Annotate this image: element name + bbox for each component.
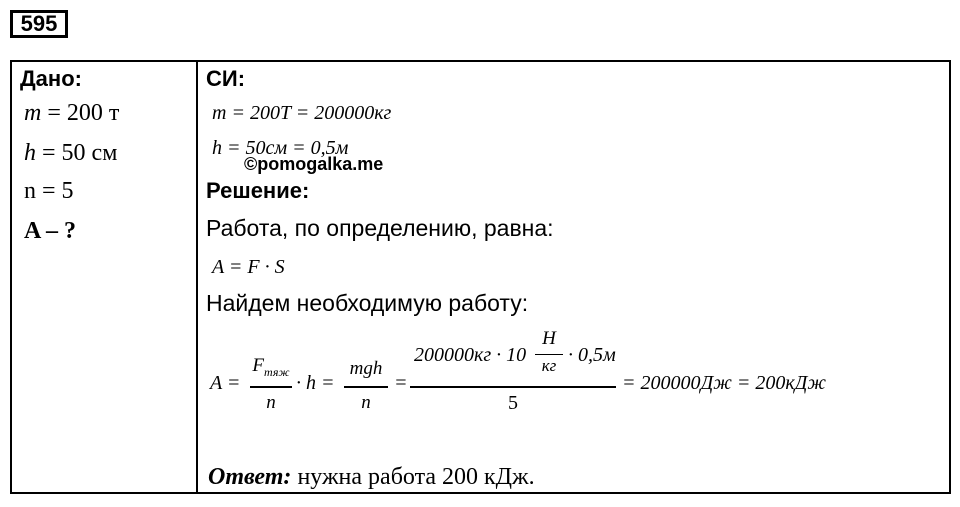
inner-frac-numerator: Н [542,328,556,349]
eq-times-h: · h = [296,372,335,394]
frac2-numerator: mgh [349,358,383,379]
si-height: h = 50см = 0,5м [212,137,349,159]
problem-number: 595 [10,10,68,38]
frac3-numerator-tail: · 0,5м [568,344,616,366]
watermark: ©pomogalka.me [244,154,384,174]
frac1-numerator: $F_{тяж}$ [252,355,290,379]
solution-table [10,60,951,494]
answer-line [208,464,535,491]
solution-heading: Решение: [206,178,310,203]
frac1-bar [250,386,292,388]
given-mass: m = 200 т [24,100,120,126]
inner-frac-denominator: кг [541,356,557,375]
frac3-bar [410,386,616,388]
given-count: n = 5 [24,178,74,204]
answer-text: нужна работа 200 кДж. [291,464,535,490]
eq-equals: = [394,372,408,394]
solution-text-definition: Работа, по определению, равна: [206,215,554,241]
given-heading: Дано: [20,66,82,91]
eq-lhs: A = [210,372,241,394]
frac3-numerator: 200000кг · 10 [414,344,527,366]
eq-result: = 200000Дж = 200кДж [622,372,827,394]
frac2-denominator: n [361,392,371,413]
answer-label: Ответ: [208,464,292,490]
given-unknown: A – ? [24,218,77,244]
solution-text-find: Найдем необходимую работу: [206,290,529,316]
frac3-denominator: 5 [508,392,518,414]
column-divider [196,60,198,494]
si-mass: m = 200T = 200000кг [212,102,392,124]
inner-frac-bar [535,354,563,355]
frac1-denominator: n [266,392,276,413]
frac2-bar [344,386,388,388]
si-heading: СИ: [206,66,246,91]
formula-work: A = F · S [212,256,285,278]
given-height: h = 50 см [24,140,118,166]
